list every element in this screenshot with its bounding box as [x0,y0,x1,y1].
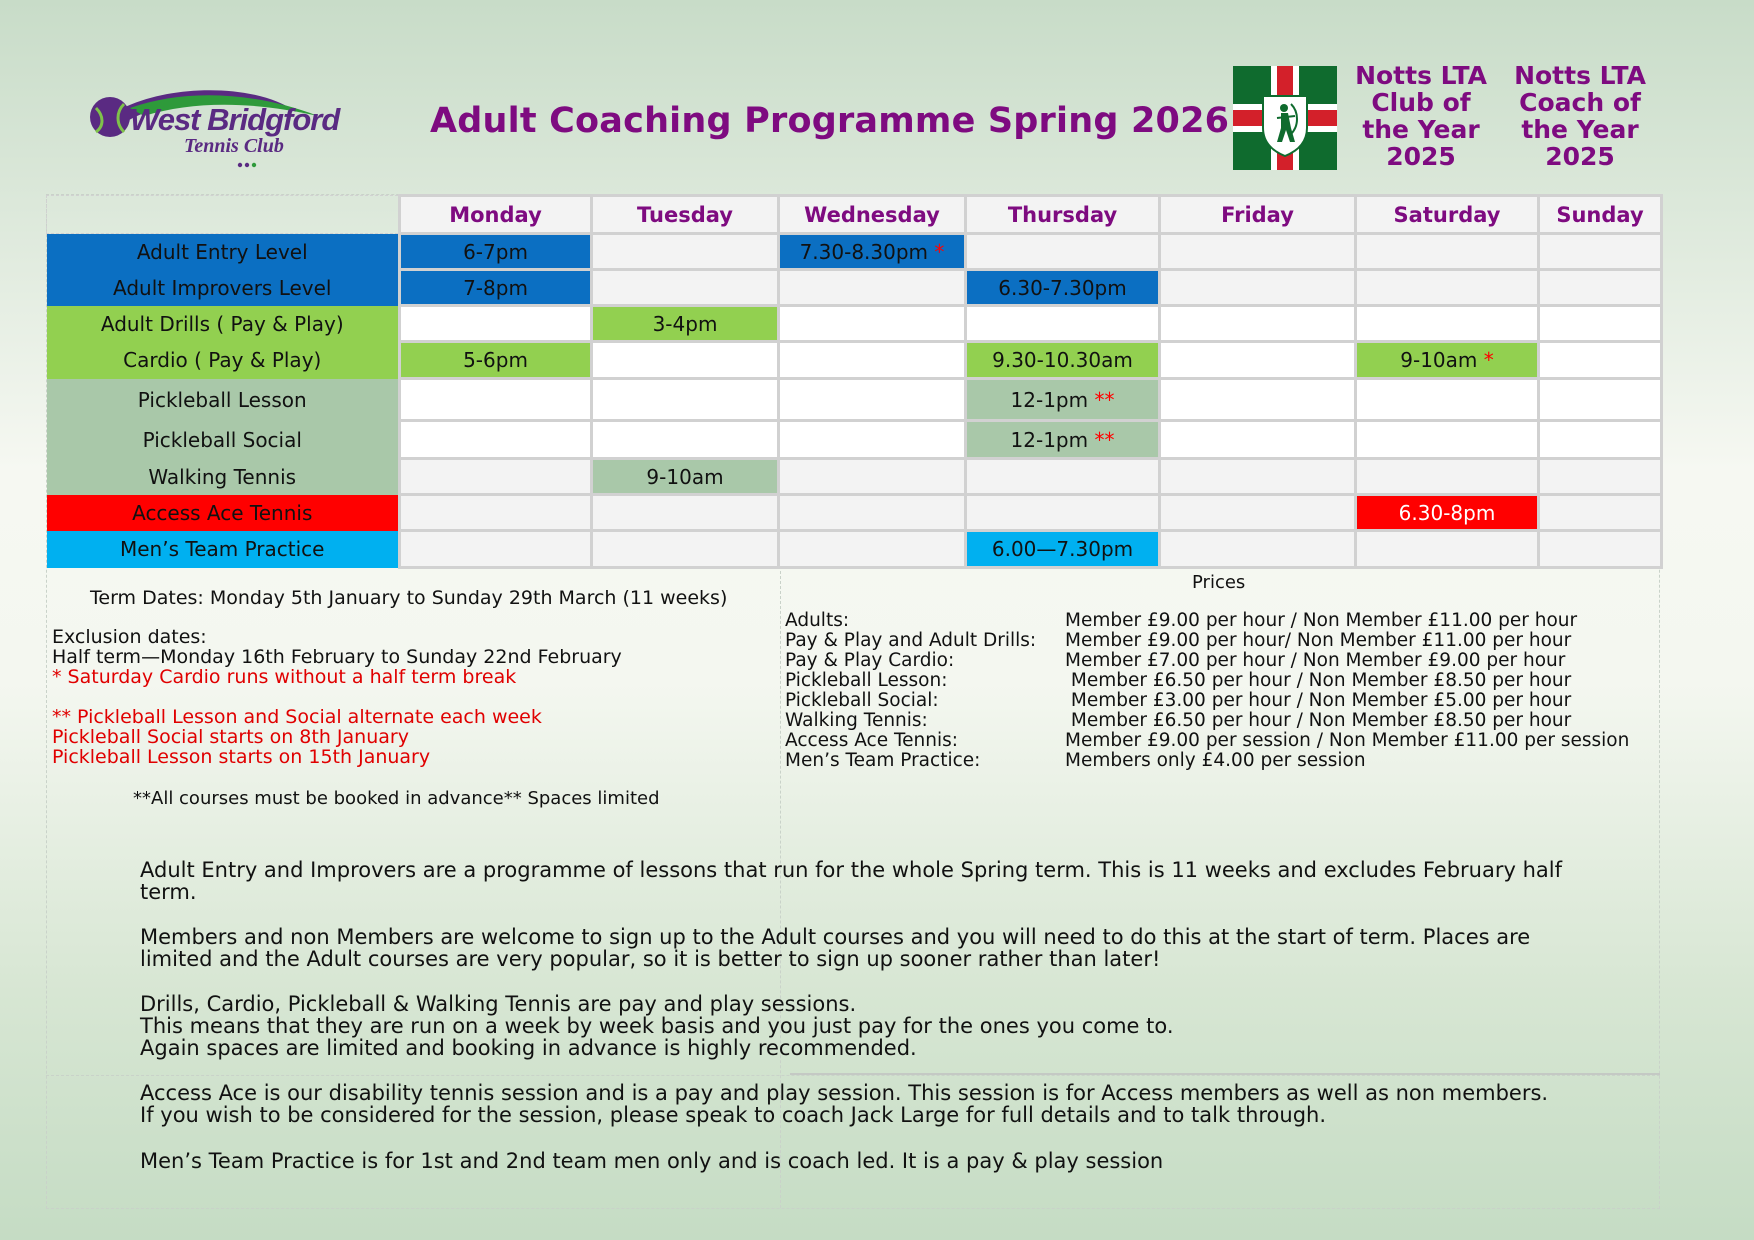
empty-slot [1539,531,1662,568]
price-row [785,691,1629,711]
award-line: Notts LTA [1355,61,1487,90]
paragraph-access-ace [140,1082,1580,1126]
schedule-table [46,194,1663,569]
empty-slot [1160,459,1356,495]
empty-slot [779,531,966,568]
activity-label: Men’s Team Practice [47,531,400,568]
empty-slot [1160,306,1356,342]
footnote-marker: * [934,239,945,264]
activity-label: Cardio ( Pay & Play) [47,342,400,379]
section-rule [790,1073,1660,1075]
price-value: Members only £4.00 per session [1065,750,1366,771]
empty-slot [400,531,592,568]
session-slot [1356,495,1539,531]
paragraph-mens-team [140,1150,1580,1172]
award-line: 2025 [1545,142,1615,171]
paragraph-line: Men’s Team Practice is for 1st and 2nd team men only and is coach led. It is a pay & play session [140,1149,1164,1173]
empty-slot [1356,306,1539,342]
award-club-of-year [1346,62,1496,170]
price-row [785,651,1629,671]
award-line: Coach of [1519,88,1641,117]
activity-label: Access Ace Tennis [47,495,400,531]
session-slot [966,270,1160,306]
session-time: 6.30-8pm [1398,500,1496,525]
logo-wordmark: West Bridgford [130,102,340,137]
exclusion-notes [52,627,622,767]
award-line: Club of [1371,88,1471,117]
pickleball-social-start: Pickleball Social starts on 8th January [52,726,409,748]
price-value: Member £9.00 per session / Non Member £11.00 per session [1065,730,1630,751]
empty-slot [966,495,1160,531]
empty-slot [400,459,592,495]
schedule-row [47,531,1662,568]
empty-slot [966,306,1160,342]
empty-slot [1160,495,1356,531]
session-time: 7.30-8.30pm [799,239,929,264]
paragraph-adult-courses [140,859,1580,903]
schedule-row [47,342,1662,379]
award-line: 2025 [1386,142,1456,171]
price-label: Walking Tennis: [785,710,928,731]
empty-slot [1539,270,1662,306]
empty-slot [400,306,592,342]
empty-slot [400,379,592,421]
schedule-row [47,459,1662,495]
price-value: Member £6.50 per hour / Non Member £8.50 per hour [1065,670,1572,691]
empty-slot [779,342,966,379]
session-time: 9.30-10.30am [992,348,1133,372]
empty-slot [1356,234,1539,270]
empty-slot [779,459,966,495]
price-label: Pickleball Lesson: [785,670,948,691]
empty-slot [1539,459,1662,495]
schedule-row [47,306,1662,342]
paragraph-pay-and-play [140,993,1580,1059]
empty-slot [592,495,779,531]
paragraph-line: limited and the Adult courses are very popular, so it is better to sign up sooner rather than later! [140,947,1161,971]
session-slot [966,421,1160,459]
pickleball-lesson-start: Pickleball Lesson starts on 15th January [52,746,431,768]
session-time: 9-10am [646,464,724,489]
paragraph-line: This means that they are run on a week by week basis and you just pay for the ones you come to. [140,1014,1174,1038]
session-time: 6.00—7.30pm [991,537,1134,561]
empty-slot [592,234,779,270]
cardio-note: * Saturday Cardio runs without a half term break [52,666,517,688]
logo-subtitle: Tennis Club [184,135,284,157]
price-label: Adults: [785,610,850,631]
award-line: the Year [1362,115,1480,144]
activity-label: Adult Improvers Level [47,270,400,306]
price-value: Member £7.00 per hour / Non Member £9.00 per hour [1065,650,1566,671]
schedule-row [47,270,1662,306]
empty-slot [1539,379,1662,421]
schedule-row [47,234,1662,270]
price-label: Access Ace Tennis: [785,730,958,751]
session-time: 9-10am [1400,348,1478,372]
schedule-row [47,421,1662,459]
session-time: 5-6pm [463,348,528,372]
club-logo [86,86,386,174]
paragraph-line: term. [140,880,197,904]
session-time: 3-4pm [652,311,718,336]
day-header: Wednesday [779,196,966,234]
section-divider [46,1075,1660,1076]
empty-slot [1160,234,1356,270]
empty-slot [592,421,779,459]
session-slot [779,234,966,270]
empty-slot [592,379,779,421]
empty-slot [966,459,1160,495]
price-row [785,631,1629,651]
empty-slot [1160,421,1356,459]
paragraph-line: If you wish to be considered for the session, please speak to coach Jack Large for full details and to talk through. [140,1103,1327,1127]
prices-title: Prices [1192,572,1246,593]
footnote-marker: ** [1094,427,1115,452]
activity-label: Pickleball Lesson [47,379,400,421]
empty-slot [592,531,779,568]
schedule-row [47,495,1662,531]
empty-slot [592,270,779,306]
price-row [785,611,1629,631]
empty-slot [1539,495,1662,531]
session-slot [400,234,592,270]
price-row [785,711,1629,731]
price-row [785,731,1629,751]
empty-slot [1539,306,1662,342]
empty-slot [1160,531,1356,568]
empty-slot [966,234,1160,270]
session-slot [966,342,1160,379]
empty-slot [592,342,779,379]
session-time: 12-1pm [1010,387,1089,412]
price-value: Member £6.50 per hour / Non Member £8.50 per hour [1065,710,1572,731]
day-header: Thursday [966,196,1160,234]
empty-slot [400,495,592,531]
session-time: 12-1pm [1010,427,1089,452]
schedule-row [47,379,1662,421]
price-label: Men’s Team Practice: [785,750,981,771]
activity-label: Adult Entry Level [47,234,400,270]
session-slot [592,459,779,495]
paragraph-line: Members and non Members are welcome to sign up to the Adult courses and you will need to do this at the start of term. Places are [140,925,1531,949]
paragraph-line: Adult Entry and Improvers are a programme of lessons that run for the whole Spring term. This is 11 weeks and excludes February half [140,858,1562,882]
term-dates: Term Dates: Monday 5th January to Sunday 29th March (11 weeks) [90,587,728,609]
price-value: Member £3.00 per hour / Non Member £5.00 per hour [1065,690,1572,711]
empty-slot [779,421,966,459]
empty-slot [1160,270,1356,306]
footnote-marker: ** [1094,387,1115,412]
empty-slot [1539,234,1662,270]
session-slot [400,342,592,379]
empty-slot [1160,379,1356,421]
price-label: Pickleball Social: [785,690,939,711]
paragraph-sign-up [140,926,1580,970]
empty-slot [1160,342,1356,379]
session-slot [966,379,1160,421]
half-term-note: Half term—Monday 16th February to Sunday 22nd February [52,646,622,668]
empty-slot [779,306,966,342]
award-line: the Year [1521,115,1639,144]
activity-label: Pickleball Social [47,421,400,459]
day-header: Saturday [1356,196,1539,234]
empty-slot [779,379,966,421]
exclusion-title: Exclusion dates: [52,626,207,648]
schedule-header-row [47,196,1662,234]
award-coach-of-year [1505,62,1655,170]
price-value: Member £9.00 per hour / Non Member £11.00 per hour [1065,610,1578,631]
session-time: 6.30-7.30pm [998,275,1127,300]
session-time: 6-7pm [463,239,528,264]
session-slot [592,306,779,342]
session-time: 7-8pm [463,275,528,300]
day-header: Monday [400,196,592,234]
page-title: Adult Coaching Programme Spring 2026 [430,101,1230,141]
empty-slot [779,495,966,531]
empty-slot [779,270,966,306]
paragraph-line: Drills, Cardio, Pickleball & Walking Tennis are pay and play sessions. [140,992,857,1016]
session-slot [400,270,592,306]
award-line: Notts LTA [1514,61,1646,90]
session-slot [1356,342,1539,379]
nottinghamshire-flag-icon [1233,66,1337,170]
price-row [785,751,1629,771]
price-row [785,671,1629,691]
schedule-corner [47,196,400,234]
pickleball-note: ** Pickleball Lesson and Social alternate each week [52,706,542,728]
paragraph-line: Again spaces are limited and booking in advance is highly recommended. [140,1036,917,1060]
empty-slot [1356,270,1539,306]
empty-slot [1356,421,1539,459]
footnote-marker: * [1483,348,1494,372]
empty-slot [1356,379,1539,421]
day-header: Sunday [1539,196,1662,234]
session-slot [966,531,1160,568]
price-label: Pay & Play Cardio: [785,650,955,671]
activity-label: Adult Drills ( Pay & Play) [47,306,400,342]
empty-slot [1539,342,1662,379]
paragraph-line: Access Ace is our disability tennis session and is a pay and play session. This session is for Access members as well as non members. [140,1081,1549,1105]
empty-slot [1356,531,1539,568]
prices-table [785,611,1629,771]
empty-slot [1539,421,1662,459]
empty-slot [400,421,592,459]
day-header: Friday [1160,196,1356,234]
price-value: Member £9.00 per hour/ Non Member £11.00 per hour [1065,630,1572,651]
empty-slot [1356,459,1539,495]
price-label: Pay & Play and Adult Drills: [785,630,1037,651]
booking-note: **All courses must be booked in advance** Spaces limited [133,788,660,809]
day-header: Tuesday [592,196,779,234]
activity-label: Walking Tennis [47,459,400,495]
